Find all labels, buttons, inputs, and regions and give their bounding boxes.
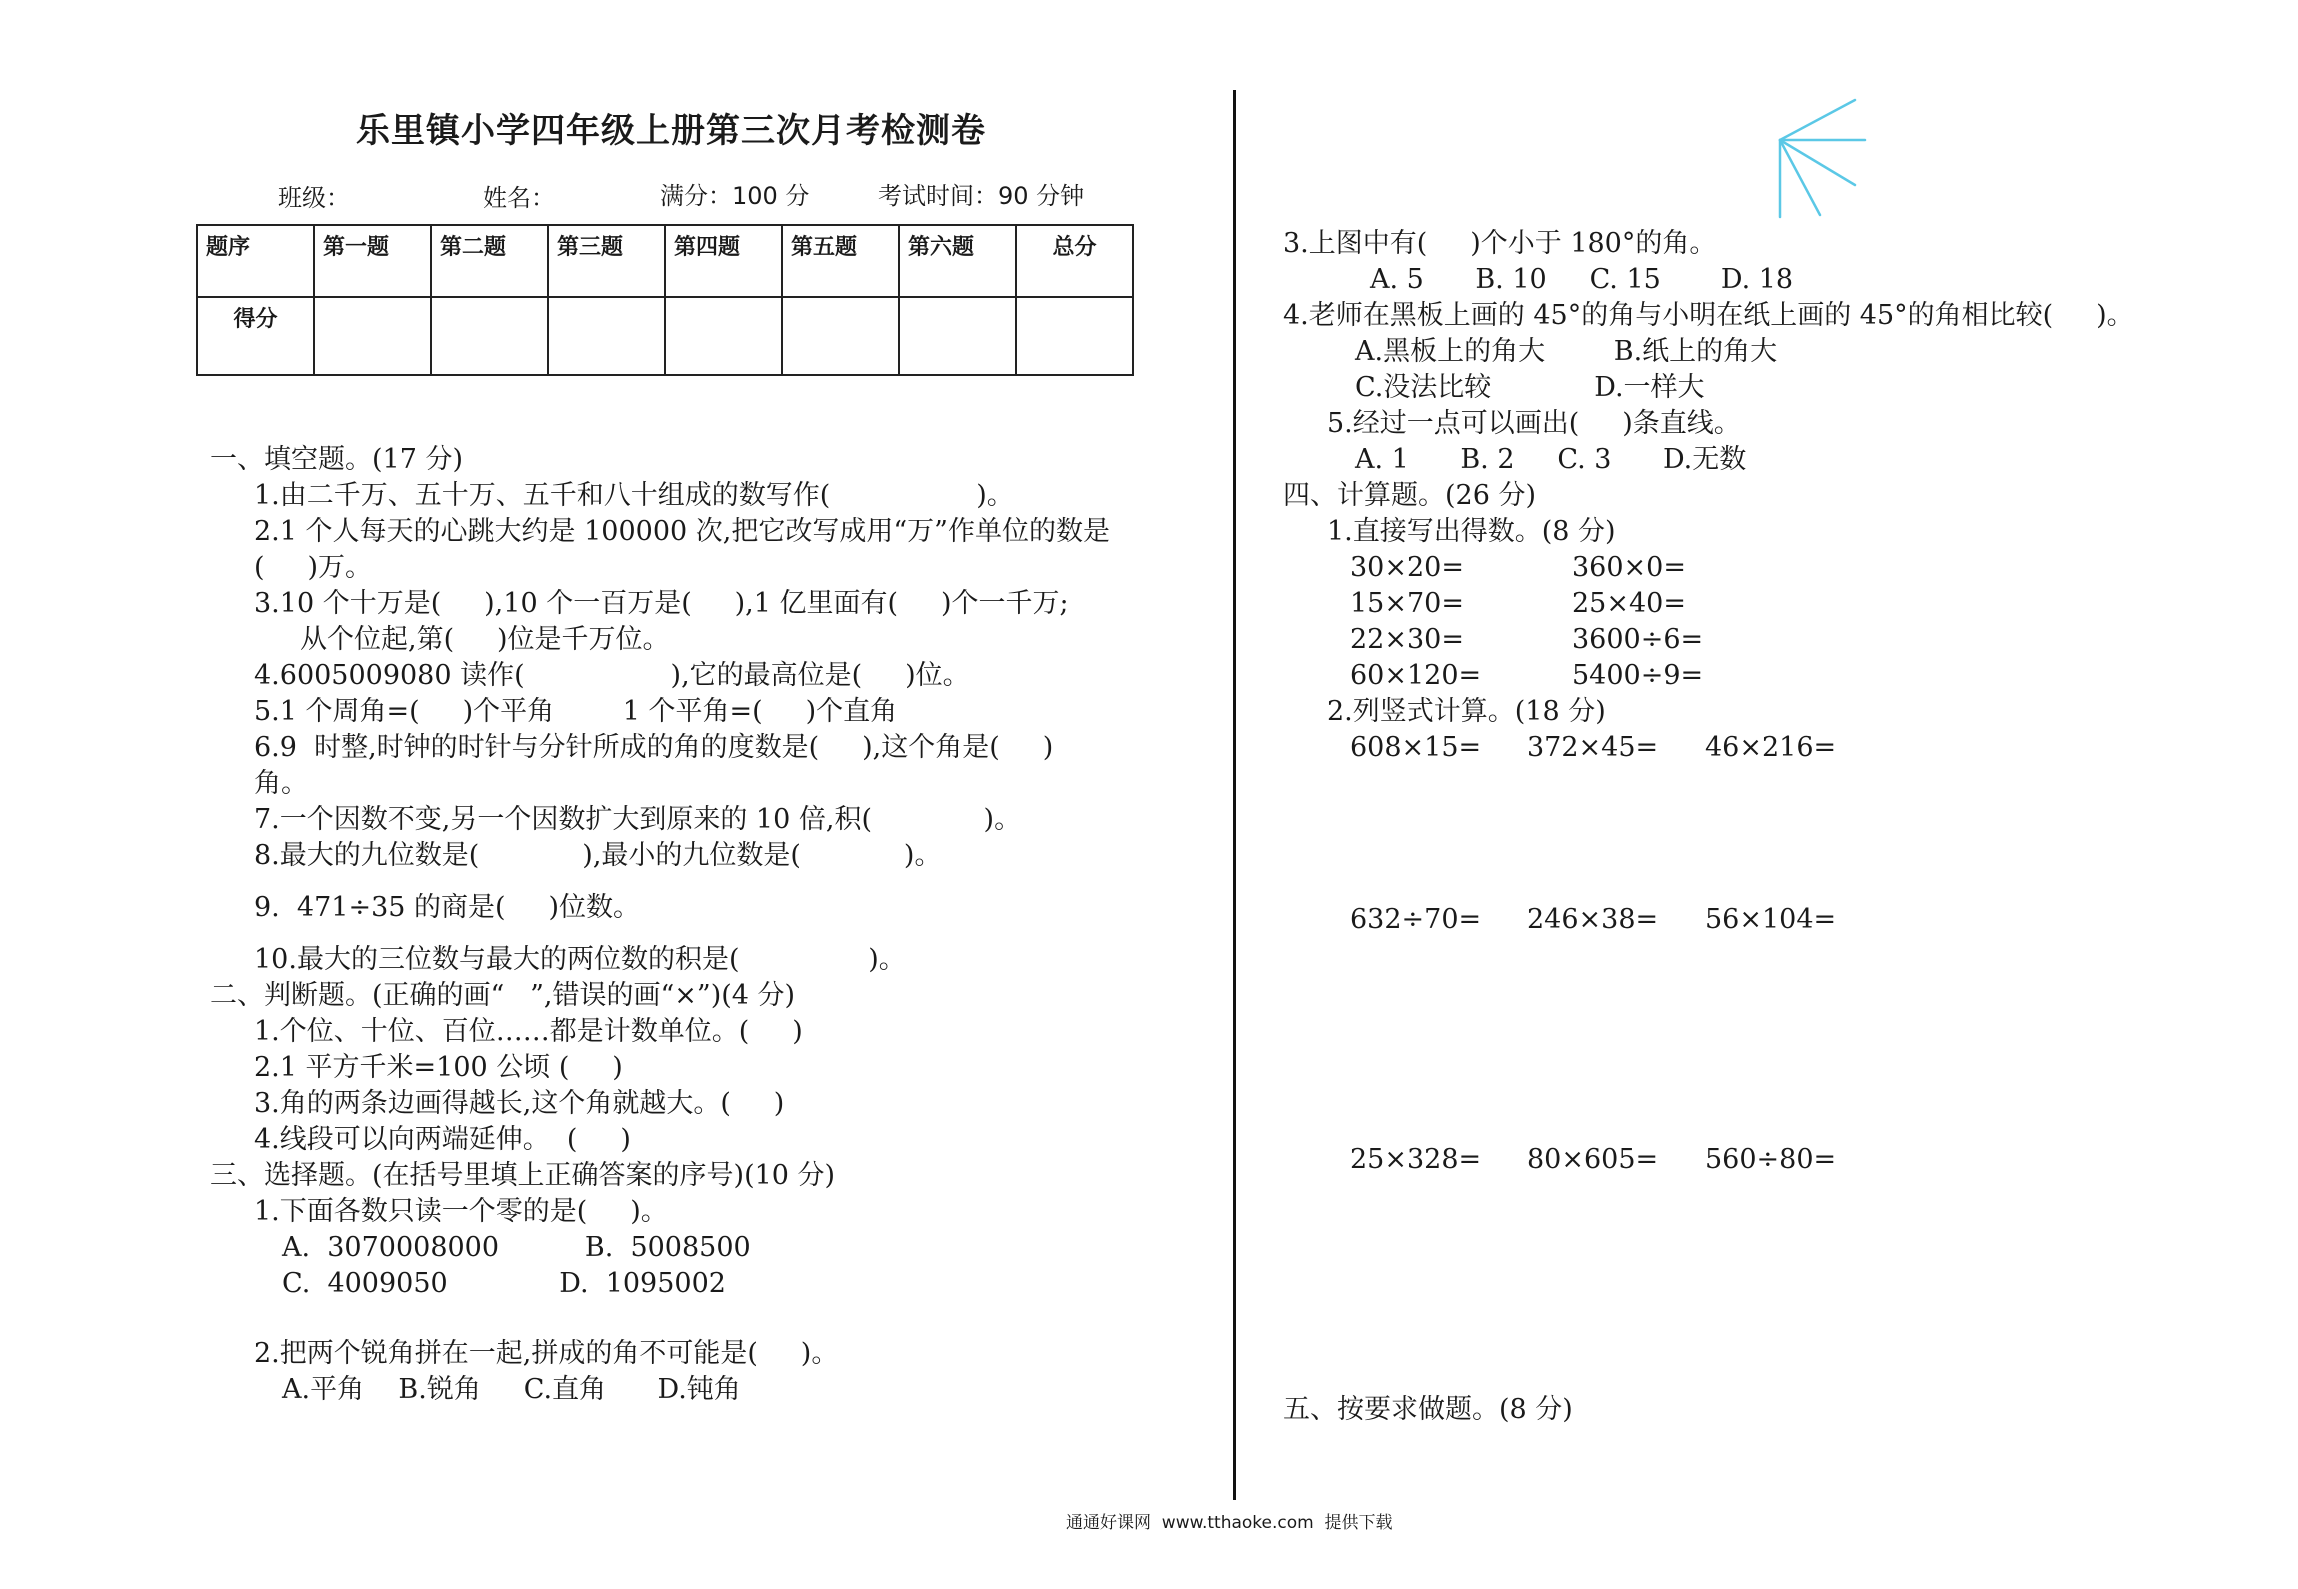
question-3-1-options-ab: A. 3070008000 B. 5008500	[282, 1232, 751, 1263]
vertical-calc-item: 372×45=	[1527, 732, 1659, 763]
question-1-7: 7.一个因数不变,另一个因数扩大到原来的 10 倍,积( )。	[254, 804, 1022, 835]
oral-calc-item: 22×30=	[1350, 624, 1464, 655]
oral-calc-item: 15×70=	[1350, 588, 1464, 619]
score-input-cell[interactable]	[1016, 297, 1133, 375]
exam-title: 乐里镇小学四年级上册第三次月考检测卷	[356, 111, 986, 151]
question-1-3-cont: 从个位起,第( )位是千万位。	[300, 624, 670, 655]
vertical-calc-item: 25×328=	[1350, 1144, 1482, 1175]
vertical-calc-item: 46×216=	[1705, 732, 1837, 763]
full-score-label: 满分：100 分	[660, 182, 810, 210]
question-2-2: 2.1 平方千米=100 公顷 ( )	[254, 1052, 623, 1083]
score-table-header-row	[197, 225, 1133, 297]
score-input-cell[interactable]	[548, 297, 665, 375]
question-1-9: 9. 471÷35 的商是( )位数。	[254, 892, 641, 923]
question-3-2: 2.把两个锐角拼在一起,拼成的角不可能是( )。	[254, 1338, 839, 1369]
score-table-score-row	[197, 297, 1133, 375]
question-3-3-options: A. 5 B. 10 C. 15 D. 18	[1370, 264, 1794, 295]
class-label: 班级：	[278, 184, 350, 212]
score-input-cell[interactable]	[314, 297, 431, 375]
section2-title: 二、判断题。(正确的画“ ”,错误的画“×”)(4 分)	[210, 980, 796, 1011]
column-divider	[1233, 90, 1236, 1500]
score-input-cell[interactable]	[782, 297, 899, 375]
section4-sub1: 1.直接写出得数。(8 分)	[1327, 516, 1616, 547]
score-input-cell[interactable]	[899, 297, 1016, 375]
question-2-4: 4.线段可以向两端延伸。 ( )	[254, 1124, 631, 1155]
question-3-1: 1.下面各数只读一个零的是( )。	[254, 1196, 668, 1227]
question-3-4: 4.老师在黑板上画的 45°的角与小明在纸上画的 45°的角相比较( )。	[1283, 300, 2134, 331]
section1-title: 一、填空题。(17 分)	[210, 444, 464, 475]
question-3-4-options-ab: A.黑板上的角大 B.纸上的角大	[1355, 336, 1778, 367]
score-header-cell: 第三题	[548, 225, 665, 297]
question-1-6-cont: 角。	[254, 768, 308, 799]
score-input-cell[interactable]	[431, 297, 548, 375]
oral-calc-item: 360×0=	[1572, 552, 1686, 583]
vertical-calc-item: 246×38=	[1527, 904, 1659, 935]
question-1-5: 5.1 个周角=( )个平角 1 个平角=( )个直角	[254, 696, 898, 727]
question-3-4-options-cd: C.没法比较 D.一样大	[1355, 372, 1705, 403]
score-header-cell: 第五题	[782, 225, 899, 297]
vertical-calc-item: 560÷80=	[1705, 1144, 1837, 1175]
question-1-3: 3.10 个十万是( ),10 个一百万是( ),1 亿里面有( )个一千万;	[254, 588, 1069, 619]
question-3-5-options: A. 1 B. 2 C. 3 D.无数	[1355, 444, 1747, 475]
section4-sub2: 2.列竖式计算。(18 分)	[1327, 696, 1606, 727]
question-1-2-cont: ( )万。	[254, 552, 372, 583]
oral-calc-item: 3600÷6=	[1572, 624, 1704, 655]
score-input-cell[interactable]	[665, 297, 782, 375]
score-header-cell: 总分	[1016, 225, 1133, 297]
score-row-label: 得分	[197, 297, 314, 375]
angle-rays-figure	[1770, 95, 1870, 225]
section4-title: 四、计算题。(26 分)	[1283, 480, 1537, 511]
vertical-calc-item: 608×15=	[1350, 732, 1482, 763]
section5-title: 五、按要求做题。(8 分)	[1283, 1394, 1573, 1425]
score-header-cell: 第一题	[314, 225, 431, 297]
score-header-cell: 第四题	[665, 225, 782, 297]
score-header-cell: 第二题	[431, 225, 548, 297]
question-1-10: 10.最大的三位数与最大的两位数的积是( )。	[254, 944, 906, 975]
question-3-1-options-cd: C. 4009050 D. 1095002	[282, 1268, 726, 1299]
question-1-8: 8.最大的九位数是( ),最小的九位数是( )。	[254, 840, 942, 871]
exam-time-label: 考试时间：90 分钟	[878, 182, 1085, 210]
question-2-3: 3.角的两条边画得越长,这个角就越大。( )	[254, 1088, 785, 1119]
question-2-1: 1.个位、十位、百位……都是计数单位。( )	[254, 1016, 803, 1047]
question-3-3: 3.上图中有( )个小于 180°的角。	[1283, 228, 1717, 259]
oral-calc-item: 25×40=	[1572, 588, 1686, 619]
score-header-cell: 题序	[197, 225, 314, 297]
footer-credit: 通通好课网 www.tthaoke.com 提供下载	[1066, 1513, 1393, 1533]
question-1-2: 2.1 个人每天的心跳大约是 100000 次,把它改写成用“万”作单位的数是	[254, 516, 1110, 547]
vertical-calc-item: 80×605=	[1527, 1144, 1659, 1175]
question-1-6: 6.9 时整,时钟的时针与分针所成的角的度数是( ),这个角是( )	[254, 732, 1054, 763]
ray-line	[1780, 100, 1855, 140]
score-table	[196, 224, 1134, 376]
name-label: 姓名：	[483, 184, 555, 212]
question-3-5: 5.经过一点可以画出( )条直线。	[1327, 408, 1741, 439]
question-1-1: 1.由二千万、五十万、五千和八十组成的数写作( )。	[254, 480, 1014, 511]
vertical-calc-item: 56×104=	[1705, 904, 1837, 935]
section3-title: 三、选择题。(在括号里填上正确答案的序号)(10 分)	[210, 1160, 836, 1191]
oral-calc-item: 60×120=	[1350, 660, 1482, 691]
oral-calc-item: 5400÷9=	[1572, 660, 1704, 691]
question-3-2-options: A.平角 B.锐角 C.直角 D.钝角	[282, 1374, 741, 1405]
question-1-4: 4.6005009080 读作( ),它的最高位是( )位。	[254, 660, 970, 691]
oral-calc-item: 30×20=	[1350, 552, 1464, 583]
score-header-cell: 第六题	[899, 225, 1016, 297]
vertical-calc-item: 632÷70=	[1350, 904, 1482, 935]
